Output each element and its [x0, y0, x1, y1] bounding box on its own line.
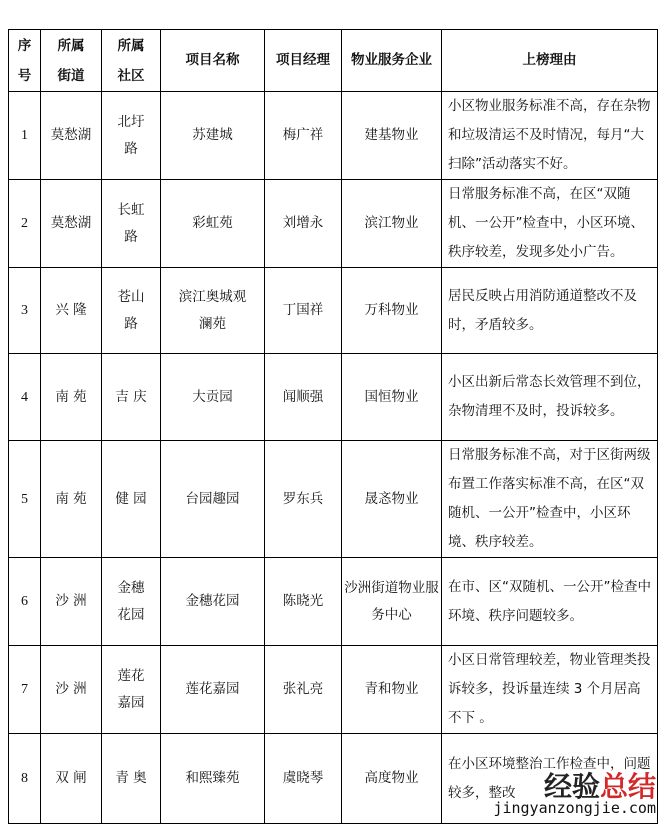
reason-cell: 日常服务标准不高，在区“双随机、一公开”检查中，小区环境、秩序较差，发现多处小广告。	[442, 180, 658, 268]
row-number: 7	[9, 646, 41, 734]
community-cell: 长虹路	[102, 180, 161, 268]
company-cell: 晟忞物业	[342, 441, 442, 558]
row-number: 8	[9, 734, 41, 824]
header-project: 项目名称	[161, 30, 265, 92]
manager-cell: 丁国祥	[265, 268, 342, 354]
community-cell: 苍山路	[102, 268, 161, 354]
row-number: 3	[9, 268, 41, 354]
table-row	[9, 180, 658, 268]
reason-cell: 小区日常管理较差，物业管理类投诉较多，投诉量连续 3 个月居高不下 。	[442, 646, 658, 734]
table-row	[9, 92, 658, 180]
row-number: 1	[9, 92, 41, 180]
company-cell: 高度物业	[342, 734, 442, 824]
street-cell: 南 苑	[41, 354, 102, 441]
street-cell: 莫愁湖	[41, 92, 102, 180]
reason-cell: 小区物业服务标准不高，存在杂物和垃圾清运不及时情况，每月“大扫除”活动落实不好。	[442, 92, 658, 180]
manager-cell: 梅广祥	[265, 92, 342, 180]
street-cell: 沙 洲	[41, 646, 102, 734]
header-company: 物业服务企业	[342, 30, 442, 92]
community-cell: 北圩路	[102, 92, 161, 180]
header-manager: 项目经理	[265, 30, 342, 92]
project-name-cell: 和熙臻苑	[161, 734, 265, 824]
header-row	[9, 30, 658, 92]
community-cell: 青 奥	[102, 734, 161, 824]
row-number: 2	[9, 180, 41, 268]
company-cell: 青和物业	[342, 646, 442, 734]
project-name-cell: 滨江奥城观澜苑	[161, 268, 265, 354]
table-row	[9, 268, 658, 354]
manager-cell: 刘增永	[265, 180, 342, 268]
community-cell: 吉 庆	[102, 354, 161, 441]
reason-cell: 日常服务标准不高，对于区街两级布置工作落实标准不高，在区“双随机、一公开”检查中，小区环境、秩序较差。	[442, 441, 658, 558]
project-name-cell: 彩虹苑	[161, 180, 265, 268]
street-cell: 沙 洲	[41, 558, 102, 646]
company-cell: 建基物业	[342, 92, 442, 180]
reason-cell: 小区出新后常态长效管理不到位，杂物清理不及时，投诉较多。	[442, 354, 658, 441]
header-no: 序号	[9, 30, 41, 92]
street-cell: 南 苑	[41, 441, 102, 558]
company-cell: 万科物业	[342, 268, 442, 354]
header-street: 所属街道	[41, 30, 102, 92]
table-row	[9, 441, 658, 558]
reason-cell: 居民反映占用消防通道整改不及时，矛盾较多。	[442, 268, 658, 354]
manager-cell: 闻顺强	[265, 354, 342, 441]
manager-cell: 罗东兵	[265, 441, 342, 558]
company-cell: 沙洲街道物业服务中心	[342, 558, 442, 646]
company-cell: 国恒物业	[342, 354, 442, 441]
community-cell: 健 园	[102, 441, 161, 558]
street-cell: 兴 隆	[41, 268, 102, 354]
community-cell: 莲花嘉园	[102, 646, 161, 734]
table-row	[9, 354, 658, 441]
reason-cell: 在市、区“双随机、一公开”检查中环境、秩序问题较多。	[442, 558, 658, 646]
row-number: 5	[9, 441, 41, 558]
street-cell: 莫愁湖	[41, 180, 102, 268]
watermark-logo: 经验总结 jingyanzongjie.com	[493, 770, 656, 817]
manager-cell: 张礼亮	[265, 646, 342, 734]
table-row	[9, 558, 658, 646]
table-row	[9, 646, 658, 734]
row-number: 6	[9, 558, 41, 646]
manager-cell: 陈晓光	[265, 558, 342, 646]
community-cell: 金穗花园	[102, 558, 161, 646]
project-name-cell: 大贡园	[161, 354, 265, 441]
row-number: 4	[9, 354, 41, 441]
project-name-cell: 莲花嘉园	[161, 646, 265, 734]
header-community: 所属社区	[102, 30, 161, 92]
project-name-cell: 苏建城	[161, 92, 265, 180]
company-cell: 滨江物业	[342, 180, 442, 268]
project-name-cell: 金穗花园	[161, 558, 265, 646]
manager-cell: 虞晓琴	[265, 734, 342, 824]
street-cell: 双 闸	[41, 734, 102, 824]
rankings-table	[8, 29, 658, 824]
project-name-cell: 台园趣园	[161, 441, 265, 558]
reason-cell: 在小区环境整治工作检查中，问题较多，整改	[442, 734, 658, 824]
header-reason: 上榜理由	[442, 30, 658, 92]
